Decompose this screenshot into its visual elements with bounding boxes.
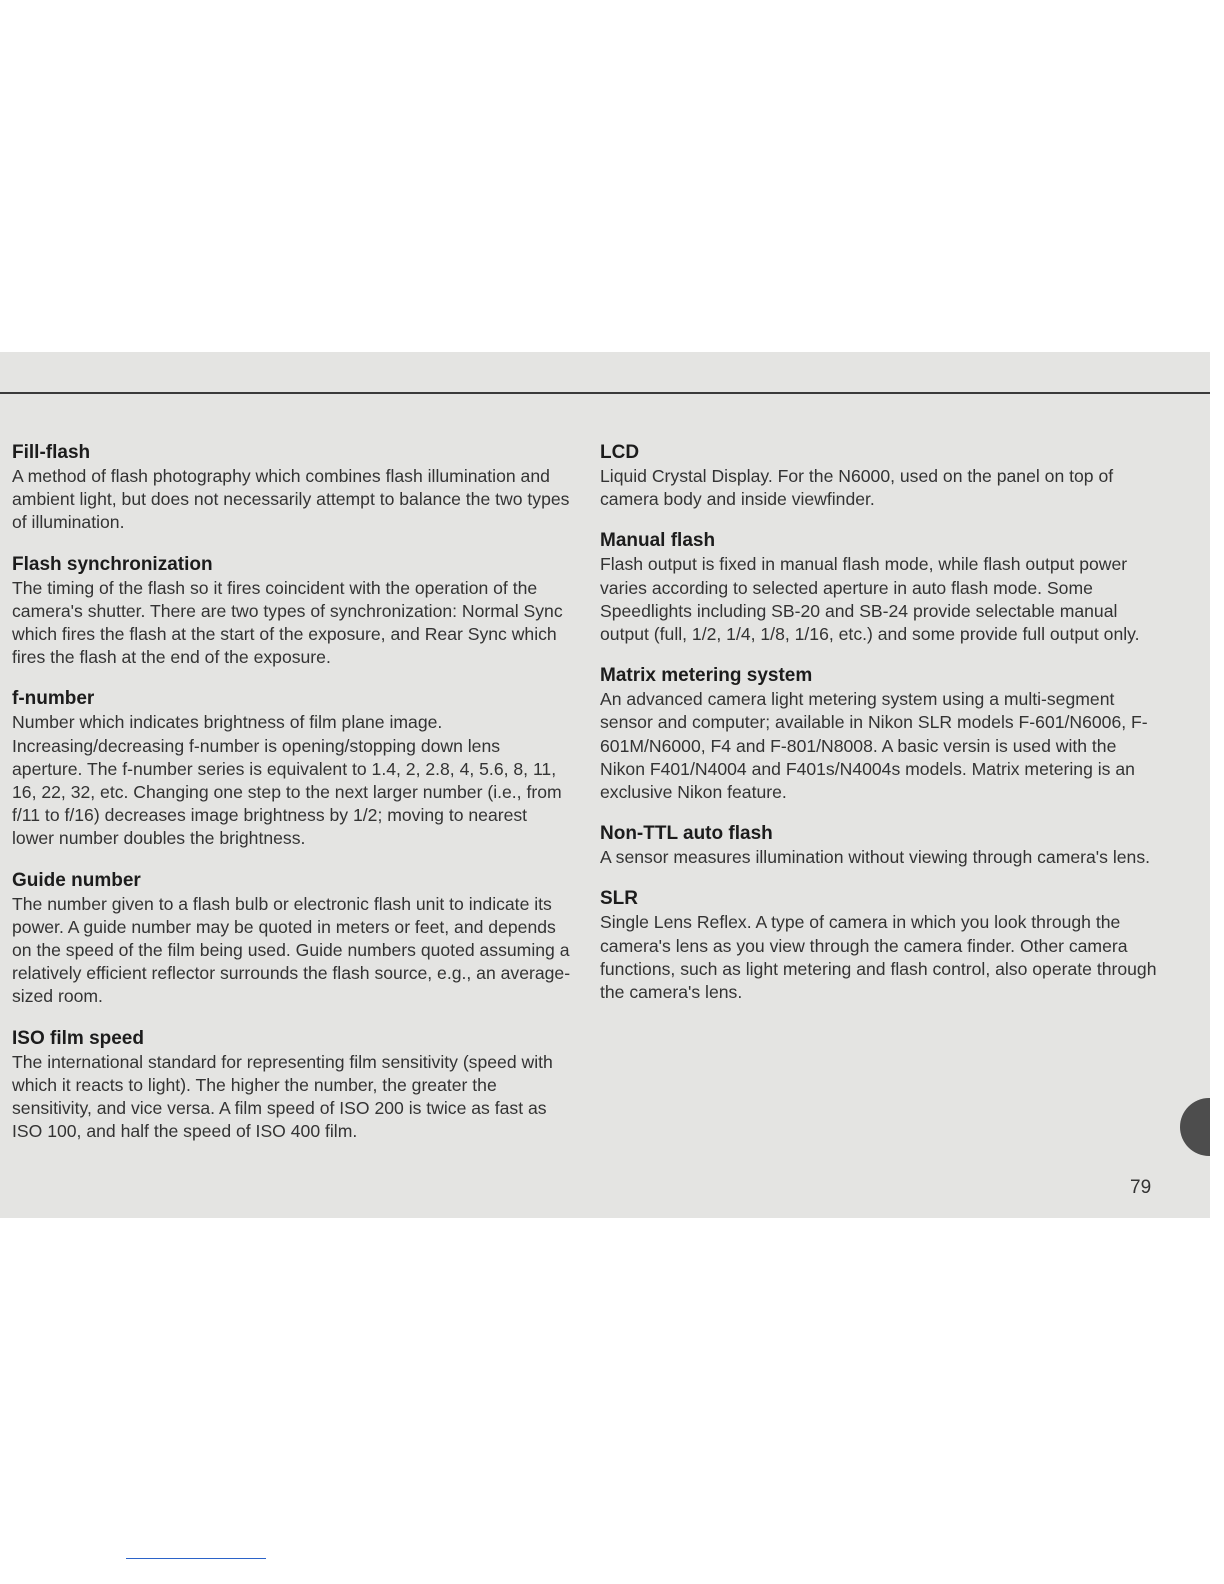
term-heading: Matrix metering system	[600, 665, 813, 687]
term-heading: Non-TTL auto flash	[600, 823, 773, 845]
term-heading: ISO film speed	[12, 1027, 144, 1049]
term-definition: The number given to a flash bulb or electronic flash unit to indicate its power. A guide number may be quoted in meters or feet, and depends on the speed of the film being used. Guide numbers quoted assuming a relatively efficient reflector surrounds the flash source, e.g., an average-sized room.	[12, 893, 571, 1007]
term-definition: The timing of the flash so it fires coincident with the operation of the camera's shutter. There are two types of synchronization: Normal Sync which fires the flash at the start of the exposure, and Rear Sync which fires the flash at the end of the exposure.	[12, 577, 563, 668]
glossary-entry-fill-flash	[12, 441, 572, 535]
term-definition: A method of flash photography which combines flash illumination and ambient light, but does not necessarily attempt to balance the two types of illumination.	[12, 466, 570, 533]
term-heading: LCD	[600, 442, 640, 463]
glossary-entry-manual-flash	[600, 529, 1160, 646]
term-definition: Flash output is fixed in manual flash mode, while flash output power varies according to selected aperture in auto flash mode. Some Speedlights including SB-20 and SB-24 provide selectable manual output (full, 1/2, 1/4, 1/8, 1/16, etc.) and some provide full output only.	[600, 554, 1140, 645]
term-definition: The international standard for representing film sensitivity (speed with which it reacts to light). The higher the number, the greater the sensitivity, and vice versa. A film speed of ISO 200 is twice as fast as ISO 100, and half the speed of ISO 400 film.	[12, 1051, 553, 1142]
term-definition: Single Lens Reflex. A type of camera in which you look through the camera's lens as you view through the camera finder. Other camera functions, such as light metering and flash control, also operate through the camera's lens.	[600, 912, 1157, 1003]
glossary-entry-guide-number	[12, 869, 572, 1009]
glossary-right-column	[600, 441, 1160, 1022]
term-definition: Number which indicates brightness of film plane image. Increasing/decreasing f-number is opening/stopping down lens aperture. The f-number series is equivalent to 1.4, 2, 2.8, 4, 5.6, 8, 11, 16, 22, 32, etc. Changing one step to the next larger number (i.e., from f/11 to f/16) decreases image brightness by 1/2; moving to nearest lower number doubles the brightness.	[12, 712, 562, 849]
term-definition: Liquid Crystal Display. For the N6000, used on the panel on top of camera body and inside viewfinder.	[600, 466, 1114, 510]
glossary-left-column	[12, 441, 572, 1161]
term-definition: A sensor measures illumination without viewing through camera's lens.	[600, 847, 1151, 868]
term-definition: An advanced camera light metering system using a multi-segment sensor and computer; available in Nikon SLR models F-601/N6006, F-601M/N6000, F4 and F-801/N8008. A basic versin is used with the Nikon F401/N4004 and F401s/N4004s models. Matrix metering is an exclusive Nikon feature.	[600, 689, 1148, 803]
glossary-entry-iso-film-speed	[12, 1027, 572, 1144]
glossary-entry-lcd	[600, 441, 1160, 511]
glossary-entry-flash-synchronization	[12, 553, 572, 670]
glossary-entry-slr	[600, 887, 1160, 1004]
term-heading: Guide number	[12, 869, 141, 891]
glossary-entry-matrix-metering-system	[600, 664, 1160, 804]
header-rule	[0, 392, 1210, 394]
term-heading: Flash synchronization	[12, 553, 213, 575]
page-number: 79	[1130, 1177, 1152, 1198]
term-heading: f-number	[12, 688, 95, 710]
footnote-rule	[126, 1558, 266, 1559]
term-heading: SLR	[600, 888, 638, 910]
term-heading: Manual flash	[600, 530, 716, 552]
glossary-entry-f-number	[12, 687, 572, 850]
term-heading: Fill-flash	[12, 442, 91, 463]
glossary-entry-non-ttl-auto-flash	[600, 822, 1160, 869]
